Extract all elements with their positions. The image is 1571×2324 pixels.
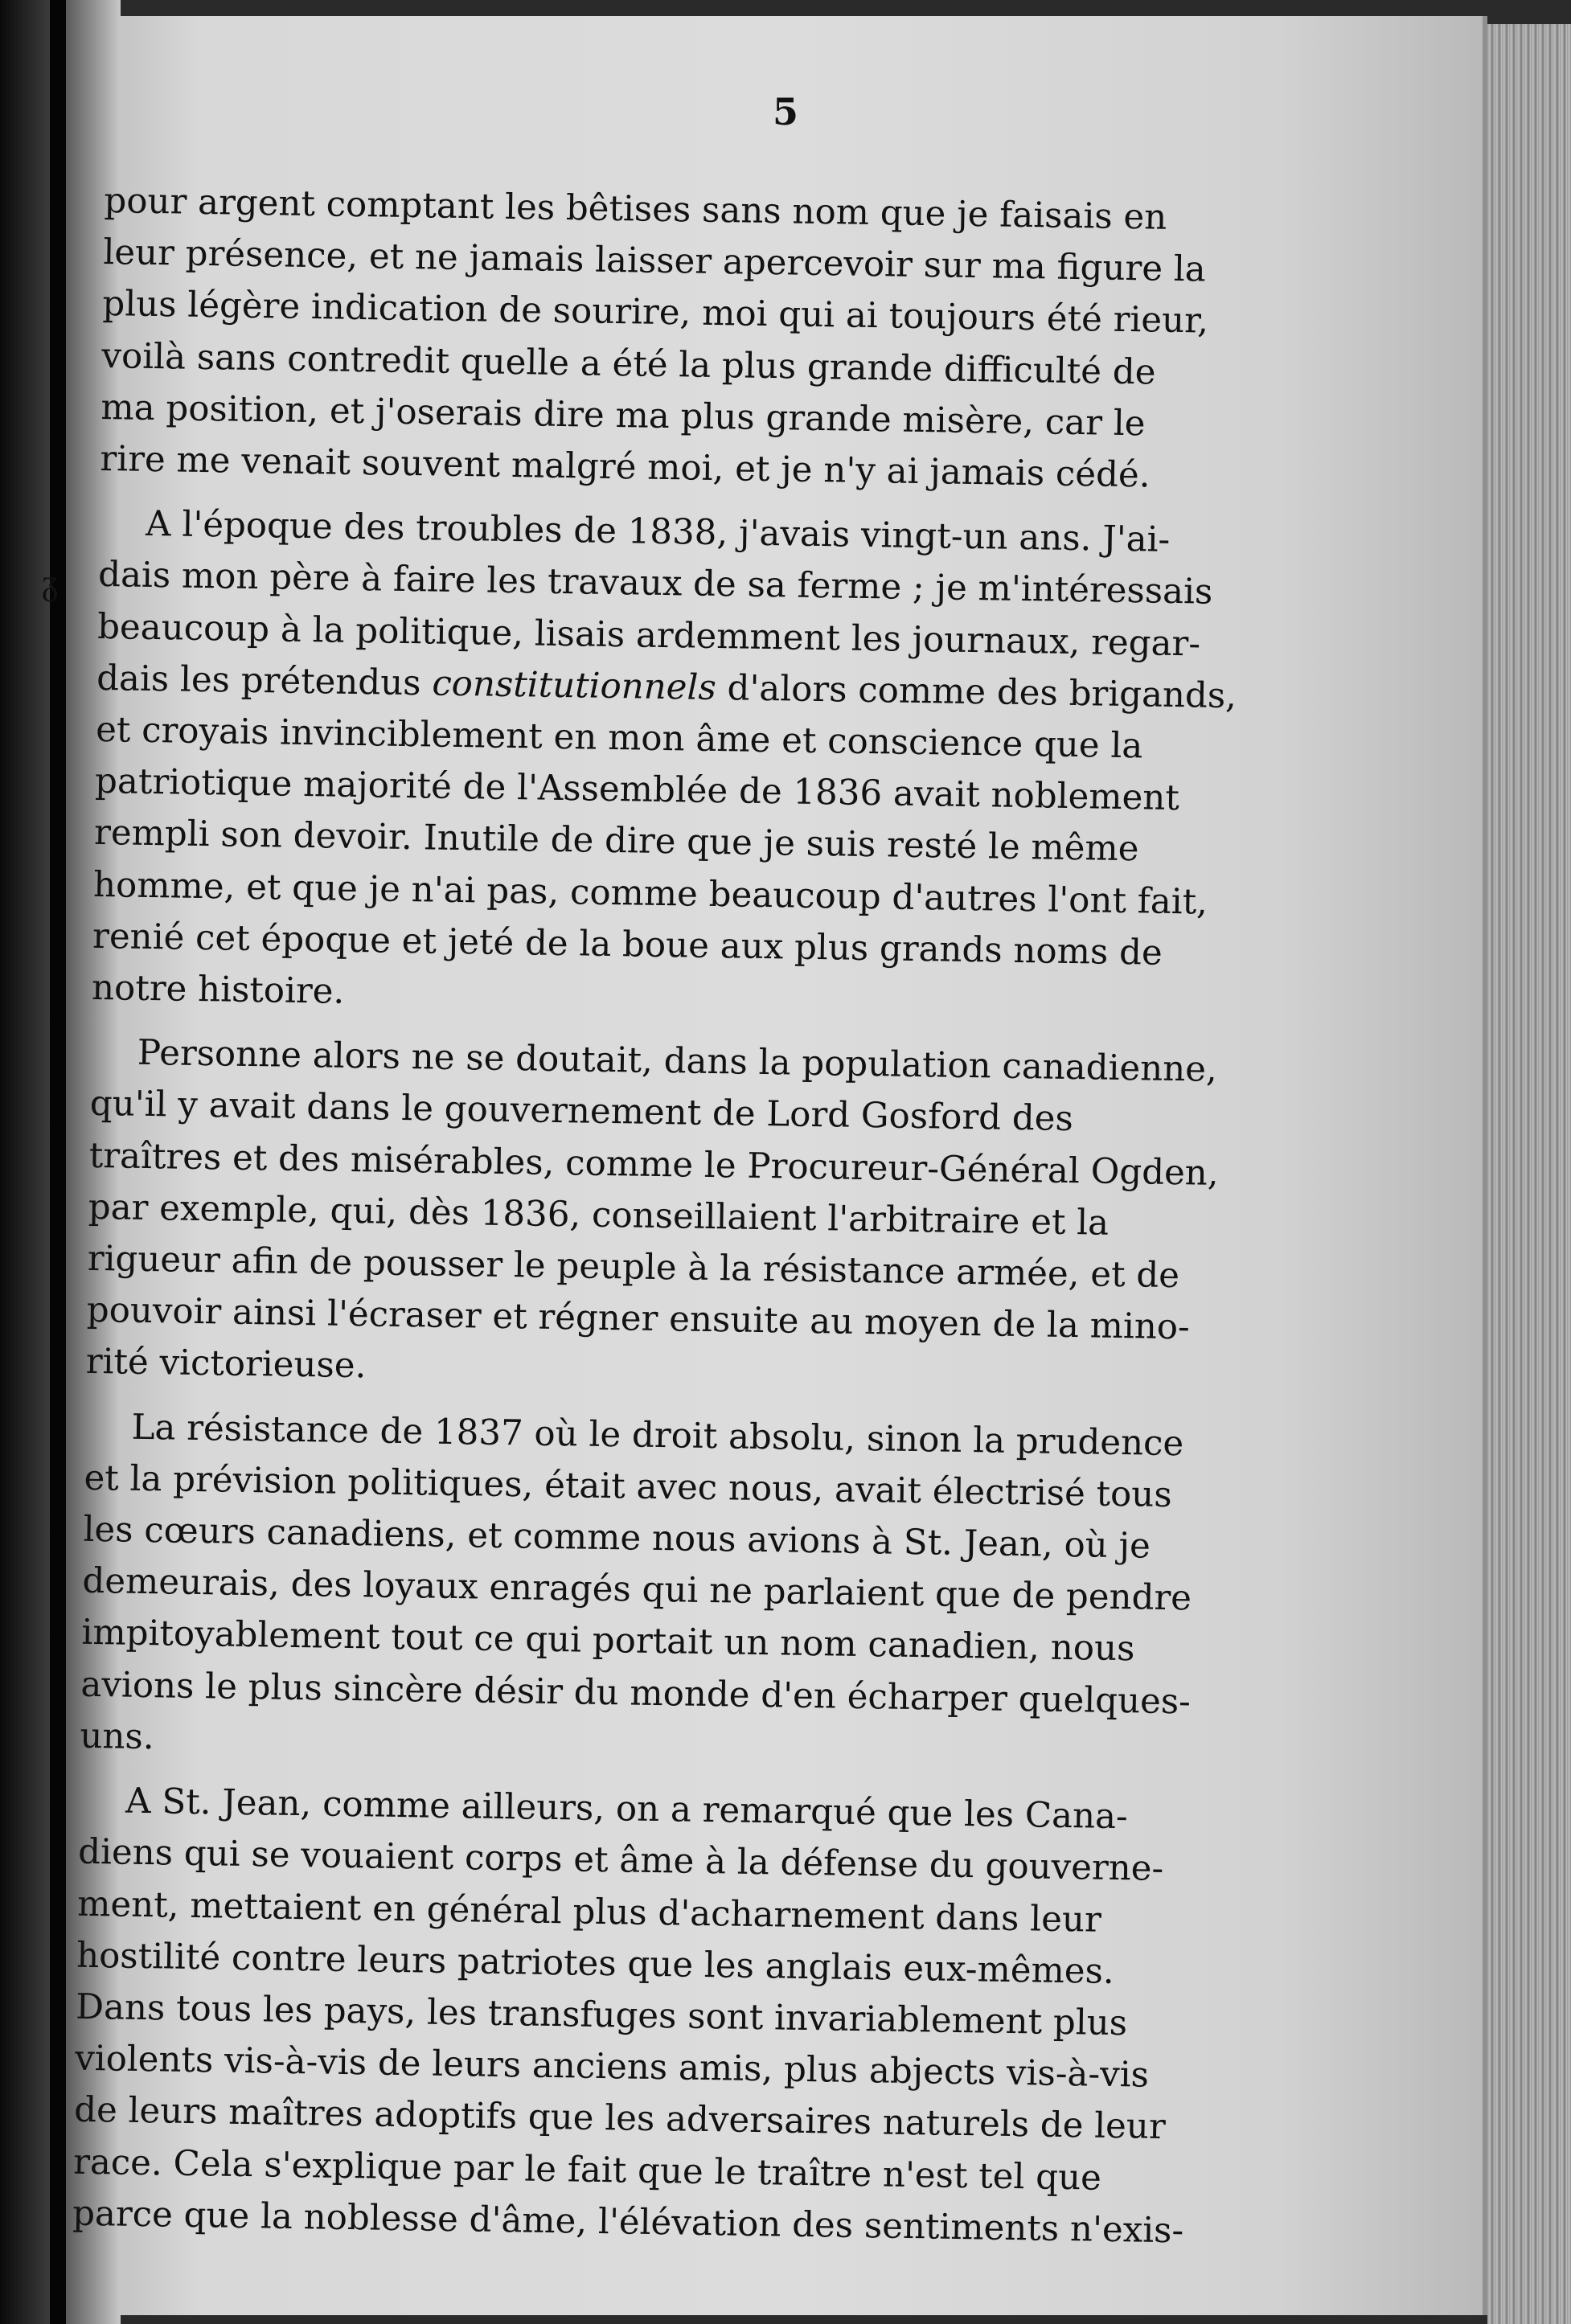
text-line: parce que la noblesse d'âme, l'élévation des sentiments n'exis- xyxy=(72,2193,1184,2252)
text-line: ment, mettaient en général plus d'acharnement dans leur xyxy=(76,1883,1102,1941)
paragraph-3 xyxy=(85,1027,1381,1408)
text-line: qu'il y avait dans le gouvernement de Lord Gosford des xyxy=(89,1084,1074,1140)
text-line: et la prévision politiques, était avec nous, avait électrisé tous xyxy=(84,1457,1173,1515)
text-line: violents vis-à-vis de leurs anciens amis, plus abjects vis-à-vis xyxy=(74,2038,1150,2096)
text-line: dais mon père à faire les travaux de sa ferme ; je m'intéressais xyxy=(97,555,1213,613)
text-line: homme, et que je n'ai pas, comme beaucoup d'autres l'ont fait, xyxy=(92,864,1208,923)
text-line: les cœurs canadiens, et comme nous avions à St. Jean, où je xyxy=(83,1509,1151,1567)
text-line: La résistance de 1837 où le droit absolu, sinon la prudence xyxy=(131,1407,1184,1464)
text-line: plus légère indication de sourire, moi qui ai toujours été rieur, xyxy=(102,284,1209,342)
text-line: renié cet époque et jeté de la boue aux plus grands noms de xyxy=(92,916,1163,973)
text-line: impitoyablement tout ce qui portait un nom canadien, nous xyxy=(81,1613,1135,1670)
text-line: A St. Jean, comme ailleurs, on a remarqué que les Cana- xyxy=(125,1781,1129,1838)
text-line: de leurs maîtres adoptifs que les adversaires naturels de leur xyxy=(73,2090,1167,2148)
page-number: 5 xyxy=(772,90,798,133)
text-line: A l'époque des troubles de 1838, j'avais vingt-un ans. J'ai- xyxy=(145,504,1171,561)
text-line: et croyais invinciblement en mon âme et conscience que la xyxy=(95,709,1143,767)
margin-mark: ᵹ xyxy=(42,562,59,603)
text-line: hostilité contre leurs patriotes que les anglais eux-mêmes. xyxy=(76,1935,1115,1992)
text-line: pouvoir ainsi l'écraser et régner ensuite au moyen de la mino- xyxy=(86,1290,1191,1348)
paragraph-1 xyxy=(100,175,1395,505)
text-line: race. Cela s'explique par le fait que le traître n'est tel que xyxy=(72,2142,1102,2199)
page-edges xyxy=(1487,24,1571,2324)
text-line: avions le plus sincère désir du monde d'en écharper quelques- xyxy=(80,1664,1192,1723)
text-line: leur présence, et ne jamais laisser apercevoir sur ma figure la xyxy=(103,232,1207,290)
text-line: demeurais, des loyaux enragés qui ne parlaient que de pendre xyxy=(82,1561,1192,1619)
text-line: traîtres et des misérables, comme le Procureur-Général Ogden, xyxy=(88,1135,1220,1194)
paragraph-5 xyxy=(72,1775,1370,2260)
text-line: diens qui se vouaient corps et âme à la défense du gouverne- xyxy=(77,1832,1164,1890)
text-line: rempli son devoir. Inutile de dire que je suis resté le même xyxy=(93,813,1139,870)
text-line: beaucoup à la politique, lisais ardemment les journaux, regar- xyxy=(96,606,1201,665)
paragraph-2 xyxy=(92,498,1390,1034)
text-line: patriotique majorité de l'Assemblée de 1836 avait noblement xyxy=(94,761,1180,819)
text-line: rigueur afin de pousser le peuple à la résistance armée, et de xyxy=(87,1238,1180,1297)
text-line: Personne alors ne se doutait, dans la population canadienne, xyxy=(137,1033,1218,1091)
text-line: voilà sans contredit quelle a été la plus grande difficulté de xyxy=(101,335,1156,393)
text-line: ma position, et j'oserais dire ma plus grande misère, car le xyxy=(100,387,1146,445)
paragraph-4 xyxy=(80,1400,1376,1782)
italic-word: constitutionnels xyxy=(432,663,717,708)
text-line: rire me venait souvent malgré moi, et je n'y ai jamais cédé. xyxy=(100,438,1151,496)
text-line: rité victorieuse. xyxy=(85,1342,367,1387)
text-segment: d'alors comme des brigands, xyxy=(716,667,1237,717)
body-text xyxy=(72,175,1394,2273)
text-line: pour argent comptant les bêtises sans nom que je faisais en xyxy=(104,180,1167,238)
text-line: notre histoire. xyxy=(91,967,345,1012)
text-segment: dais les prétendus xyxy=(96,658,433,704)
text-line: Dans tous les pays, les transfuges sont invariablement plus xyxy=(75,1986,1128,2044)
text-line: par exemple, qui, dès 1836, conseillaient l'arbitraire et la xyxy=(88,1187,1110,1244)
binding-gutter xyxy=(50,0,66,2324)
text-line: uns. xyxy=(80,1715,155,1758)
